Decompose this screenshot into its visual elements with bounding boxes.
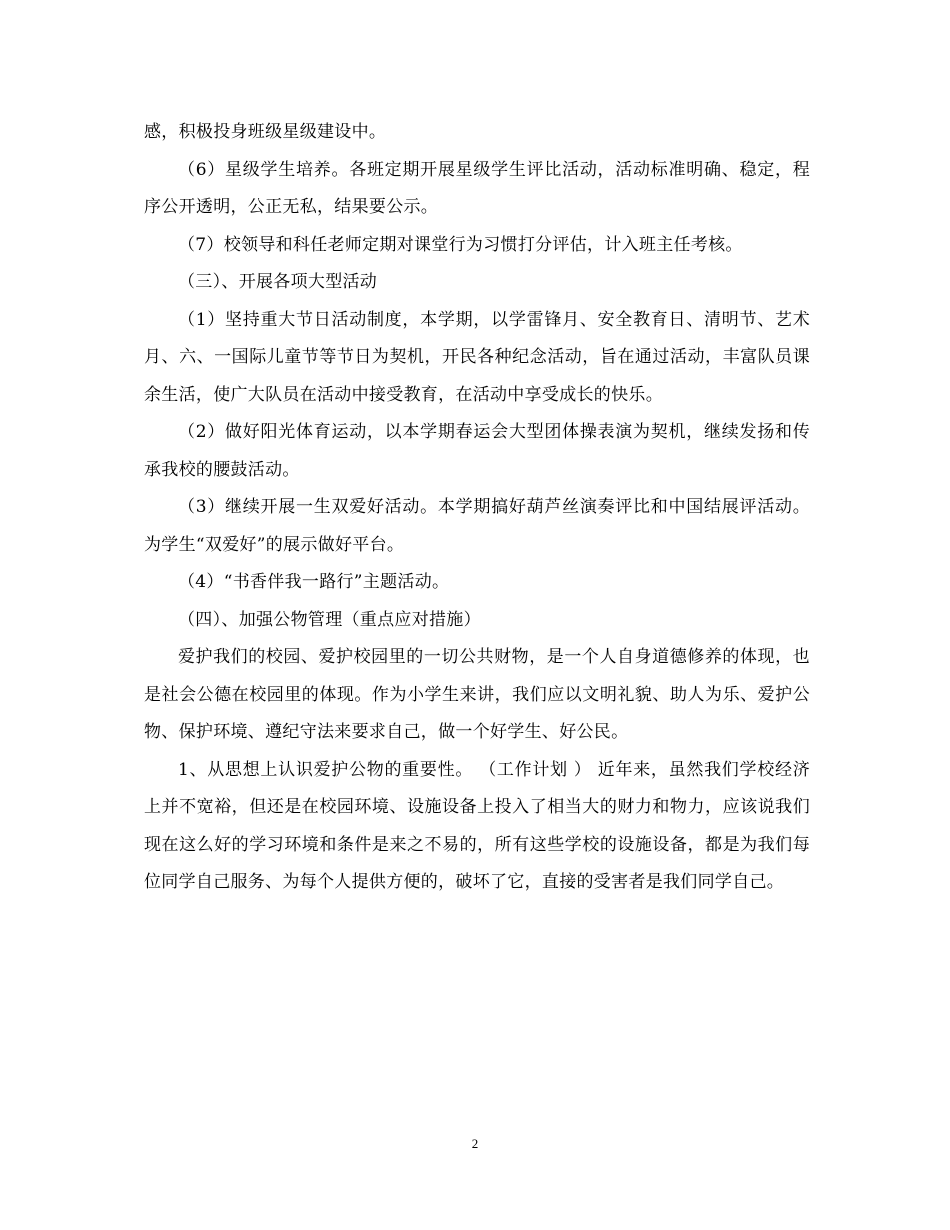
paragraph-reading-activity: （4）“书香伴我一路行”主题活动。 [178,572,450,592]
section-heading-large-activities: （三）、开展各项大型活动 [178,272,378,292]
paragraph-dual-hobbies: （3）继续开展一生双爱好活动。本学期搞好葫芦丝演奏评比和中国结展评活动。为学生“双爱好”的展示做好平台。 [144,497,810,555]
paragraph-continuation: 感，积极投身班级星级建设中。 [144,122,387,142]
paragraph-star-student: （6）星级学生培养。各班定期开展星级学生评比活动，活动标准明确、稳定，程序公开透明，公正无私，结果要公示。 [144,159,810,217]
paragraph-importance: 1、从思想上认识爱护公物的重要性。 （工作计划 ） 近年来，虽然我们学校经济上并不宽裕，但还是在校园环境、设施设备上投入了相当大的财力和物力，应该说我们现在这么好的学习环境和条件是来之不易的，所有这些学校的设施设备，都是为我们每位同学自己服务、为每个人提供方便的，破坏了它，直接的受害者是我们同学自己。 [144,759,810,892]
document-body [144,114,810,902]
section-heading-public-property: （四）、加强公物管理（重点应对措施） [178,609,481,630]
paragraph-sunshine-sports: （2）做好阳光体育运动，以本学期春运会大型团体操表演为契机，继续发扬和传承我校的腰鼓活动。 [144,422,810,480]
paragraph-protect-campus: 爱护我们的校园、爱护校园里的一切公共财物，是一个人自身道德修养的体现，也是社会公德在校园里的体现。作为小学生来讲，我们应以文明礼貌、助人为乐、爱护公物、保护环境、遵纪守法来要求自己，做一个好学生、好公民。 [144,647,810,742]
paragraph-classroom-evaluation: （7）校领导和科任老师定期对课堂行为习惯打分评估，计入班主任考核。 [178,234,743,255]
page-number: 2 [471,1136,479,1151]
paragraph-holiday-activities: （1）坚持重大节日活动制度，本学期，以学雷锋月、安全教育日、清明节、艺术月、六、一国际儿童节等节日为契机，开民各种纪念活动，旨在通过活动，丰富队员课余生活，使广大队员在活动中接受教育，在活动中享受成长的快乐。 [144,309,810,405]
